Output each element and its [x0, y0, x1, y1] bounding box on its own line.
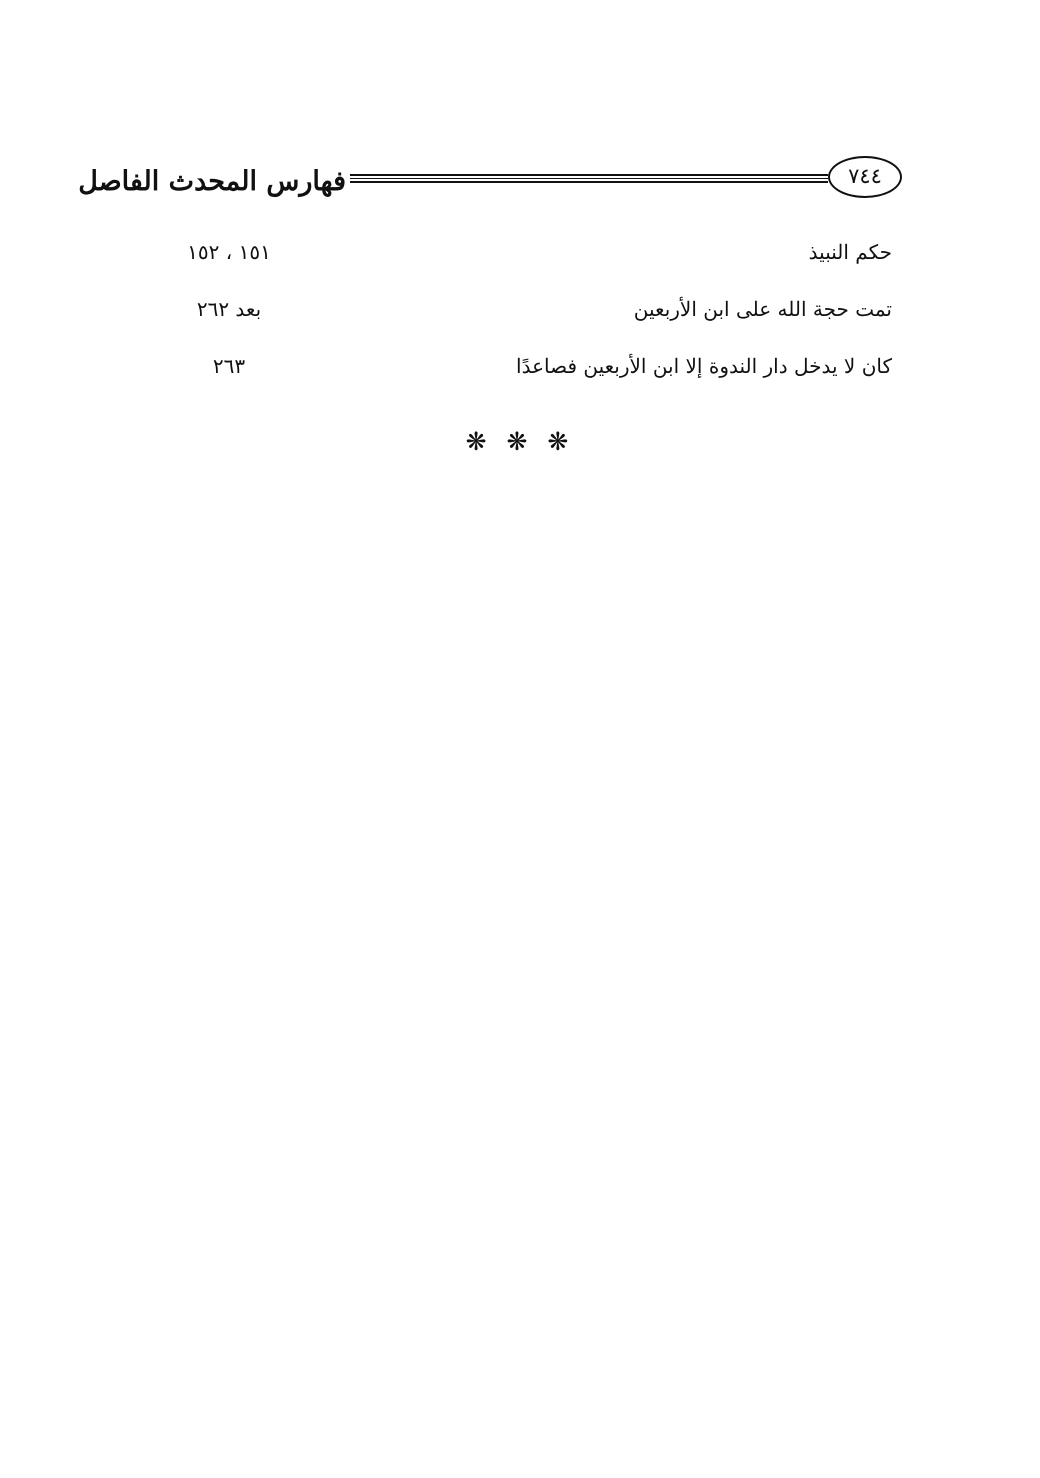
entry-pages: بعد ٢٦٢: [196, 297, 262, 321]
index-entry: [150, 289, 892, 346]
page-header: [78, 156, 906, 212]
entry-text: تمت حجة الله على ابن الأربعين: [633, 297, 892, 321]
running-title: فهارس المحدث الفاصل: [78, 166, 346, 197]
header-double-rule: [350, 174, 828, 183]
end-ornament: ❋ ❋ ❋: [465, 427, 575, 456]
index-entry: [150, 232, 892, 289]
index-list: [150, 232, 892, 403]
page-number: ٧٤٤: [828, 156, 902, 198]
entry-text: حكم النبيذ: [808, 240, 892, 264]
index-entry: [150, 346, 892, 403]
entry-text: كان لا يدخل دار الندوة إلا ابن الأربعين فصاعدًا: [516, 354, 892, 378]
entry-pages: ١٥١ ، ١٥٢: [187, 240, 271, 264]
entry-pages: ٢٦٣: [212, 354, 246, 378]
